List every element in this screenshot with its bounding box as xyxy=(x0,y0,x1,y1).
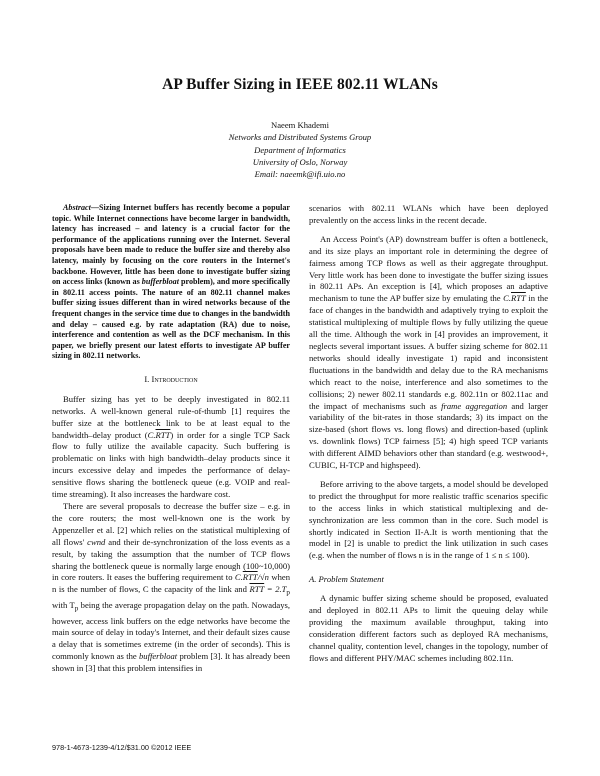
affiliation-group: Networks and Distributed Systems Group xyxy=(228,132,372,143)
section-heading-introduction: I. Introduction xyxy=(144,373,198,384)
author-name: Naeem Khademi xyxy=(271,120,329,130)
right-column xyxy=(309,203,548,665)
affiliation-department: Department of Informatics xyxy=(254,144,346,155)
copyright-footer: 978-1-4673-1239-4/12/$31.00 ©2012 IEEE xyxy=(52,743,192,752)
affiliation-university: University of Oslo, Norway xyxy=(252,156,348,167)
abstract-text-2: problem), and more specifically in 802.11 access points. The nature of an 802.11 channel makes buffer sizing issues different than in wired networks because of the frequent changes in the service time due to changes in the bandwidth and delay – caused e.g. by rate adaptation (RA) due to noise, interference and contention as well as the DCF mechanism. In this paper, we briefly present our latest efforts to investigate AP buffer sizing in 802.11 networks. xyxy=(52,277,290,361)
paper-title: AP Buffer Sizing in IEEE 802.11 WLANs xyxy=(162,76,438,93)
abstract xyxy=(52,203,290,362)
abstract-label: Abstract xyxy=(63,203,91,212)
author-email: Email: naeemk@ifi.uio.no xyxy=(254,169,346,180)
right-paragraph-0: scenarios with 802.11 WLANs which have been deployed prevalently on the access links in the recent decade. xyxy=(309,203,548,225)
right-paragraph-1: An Access Point's (AP) downstream buffer is often a bottleneck, and its size plays an important role in determining the degree of fairness among TCP flows as well as their aggregate throughput. Very little work has been done to investigate the buffer sizing issues in 802.11 APs. An exception is [4], which proposes an adaptive mechanism to tune the AP buffer size by emulating the $C.\overline{RTT}$ in the face of changes in the bandwidth and adaptively trying to exploit the statistical multiplexing of multiple flows by fully utilizing the queue all the time. Although the work in [4] provides an improvement, it neglects several important issues. A buffer sizing scheme for 802.11 networks should ideally investigate 1) rapid and inconsistent fluctuations in the bandwidth and delay due to the RA mechanisms which react to the noise, interference and also sometimes to the collisions; 2) newer 802.11 standards e.g. 802.11n or 802.11ac and the impact of mechanisms such as frame aggregation and larger variability of the bit-rates in those standards; 3) its impact on the size-based (short flows vs. long flows) and direction-based (uplink vs. downlink flows) TCP fairness [5]; 4) high speed TCP variants with different AIMD behaviors other than standard (e.g. westwood+, CUBIC, H-TCP and highspeed). xyxy=(309,233,549,471)
right-paragraph-3: A dynamic buffer sizing scheme should be proposed, evaluated and deployed in 802.11 APs to limit the queuing delay while providing the maximum available throughput, taking into consideration different factors such as deployed RA mechanisms, channel quality, contention level, changes in the topology, number of flows and different PHY/MAC schemes including 802.11n. xyxy=(309,593,548,663)
author-block xyxy=(0,119,600,180)
intro-paragraph-1: Buffer sizing has yet to be deeply investigated in 802.11 networks. A well-known general rule-of-thumb [1] requires the buffer size at the bottleneck link to be at least equal to the bandwidth–delay product $(C.\overline{RTT})$ in order for a single TCP Sack flow to fully utilize the available capacity. Such buffering is problematic on links with high bandwidth–delay products since it incurs excessive delay and impedes the performance of delay-sensitive flows sharing the bottleneck queue (e.g. VOIP and real-time streaming). It also increases the hardware cost. xyxy=(52,393,290,500)
intro-paragraph-2: There are several proposals to decrease the buffer size – e.g. in the core routers; the most well-known one is the work by Appenzeller et al. [2] which relies on the statistical multiplexing of all flows' cwnd and their de-synchronization of the loss events as a result, by taking the assumption that the number of TCP flows sharing the bottleneck queue is normally large enough (100~10,000) in core routers. It eases the buffering requirement to $C.\overline{RTT}/√n$ when n is the number of flows, C the capacity of the link and $\overline{RTT} = 2.T_p$ with $T_p$ being the average propagation delay on the path. Nowadays, however, access link buffers on the edge networks have become the main source of delay in today's Internet, and their default sizes cause a delay that is sometimes extreme (in the order of seconds). This is commonly known as the bufferbloat problem [3]. It has already been shown in [3] that this problem intensifies in xyxy=(52,500,290,674)
right-paragraph-2: Before arriving to the above targets, a model should be developed to predict the throughput for more realistic traffic scenarios specific to the access links in which statistical multiplexing and de-synchronization are less common than in the core. Such model is shortly indicated in Section II-A.It is worth mentioning that the model in [2] is unable to predict the link utilization in such cases (e.g. when the number of flows n is in the range of 1 ≤ n ≤ 100). xyxy=(309,478,548,561)
left-column xyxy=(52,203,290,675)
abstract-dash: — xyxy=(90,203,99,212)
subsection-heading-problem-statement: A. Problem Statement xyxy=(309,574,384,585)
abstract-text-1: Sizing Internet buffers has recently become a popular topic. While Internet connections have become larger in bandwidth, latency has increased – and latency is a crucial factor for the performance of the applications running over the Internet. Several proposals have been made to reduce the buffer size and thereby also latency, mainly by focusing on the core routers in the Internet's backbone. However, little has been done to investigate buffer sizing on access links (known as xyxy=(52,203,290,287)
abstract-bufferbloat: bufferbloat xyxy=(141,277,179,287)
